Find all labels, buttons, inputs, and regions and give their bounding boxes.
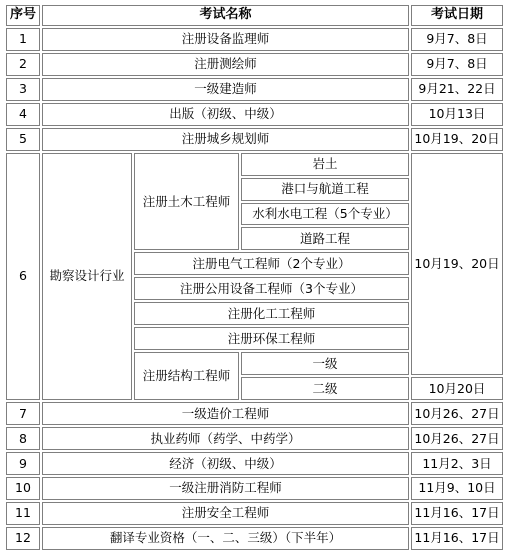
civil-sub: 水利水电工程（5个专业） [241, 203, 409, 226]
row-no: 10 [6, 477, 40, 500]
table-row [6, 452, 503, 475]
row-no: 9 [6, 452, 40, 475]
civil-sub: 港口与航道工程 [241, 178, 409, 201]
row-no: 4 [6, 103, 40, 126]
table-row [6, 153, 503, 176]
row-name: 经济（初级、中级） [42, 452, 409, 475]
table-row [6, 53, 503, 76]
environmental-engineer: 注册环保工程师 [134, 327, 409, 350]
header-no: 序号 [6, 5, 40, 26]
row-no: 5 [6, 128, 40, 151]
row-date: 9月7、8日 [411, 28, 503, 51]
row-name: 出版（初级、中级） [42, 103, 409, 126]
row-no: 12 [6, 527, 40, 550]
row-no: 7 [6, 402, 40, 425]
structural-engineer-label: 注册结构工程师 [134, 352, 239, 400]
table-header-row [6, 5, 503, 26]
electrical-engineer: 注册电气工程师（2个专业） [134, 252, 409, 275]
table-row [6, 527, 503, 550]
survey-date-level2: 10月20日 [411, 377, 503, 400]
civil-sub: 岩土 [241, 153, 409, 176]
row-date: 9月21、22日 [411, 78, 503, 101]
row-name: 注册安全工程师 [42, 502, 409, 525]
row-no: 11 [6, 502, 40, 525]
row-no: 6 [6, 153, 40, 401]
row-date: 10月19、20日 [411, 128, 503, 151]
chemical-engineer: 注册化工工程师 [134, 302, 409, 325]
row-name: 一级建造师 [42, 78, 409, 101]
utility-engineer: 注册公用设备工程师（3个专业） [134, 277, 409, 300]
table-row [6, 477, 503, 500]
row-date: 10月26、27日 [411, 427, 503, 450]
row-date: 11月16、17日 [411, 502, 503, 525]
header-date: 考试日期 [411, 5, 503, 26]
table-row [6, 402, 503, 425]
header-name: 考试名称 [42, 5, 409, 26]
row-name: 一级注册消防工程师 [42, 477, 409, 500]
row-date: 10月13日 [411, 103, 503, 126]
survey-group-label: 勘察设计行业 [42, 153, 132, 401]
row-no: 3 [6, 78, 40, 101]
row-no: 1 [6, 28, 40, 51]
civil-engineer-label: 注册土木工程师 [134, 153, 239, 251]
row-date: 11月16、17日 [411, 527, 503, 550]
structural-sub: 一级 [241, 352, 409, 375]
row-date: 11月9、10日 [411, 477, 503, 500]
table-row [6, 427, 503, 450]
row-name: 执业药师（药学、中药学） [42, 427, 409, 450]
row-date: 11月2、3日 [411, 452, 503, 475]
row-name: 一级造价工程师 [42, 402, 409, 425]
row-name: 注册测绘师 [42, 53, 409, 76]
table-row [6, 502, 503, 525]
row-no: 8 [6, 427, 40, 450]
structural-sub: 二级 [241, 377, 409, 400]
civil-sub: 道路工程 [241, 227, 409, 250]
table-row [6, 103, 503, 126]
survey-date-main: 10月19、20日 [411, 153, 503, 376]
row-date: 9月7、8日 [411, 53, 503, 76]
row-no: 2 [6, 53, 40, 76]
table-row [6, 28, 503, 51]
row-name: 翻译专业资格（一、二、三级）（下半年） [42, 527, 409, 550]
row-name: 注册设备监理师 [42, 28, 409, 51]
table-row [6, 78, 503, 101]
row-date: 10月26、27日 [411, 402, 503, 425]
exam-schedule-table [4, 3, 505, 552]
table-row [6, 128, 503, 151]
row-name: 注册城乡规划师 [42, 128, 409, 151]
